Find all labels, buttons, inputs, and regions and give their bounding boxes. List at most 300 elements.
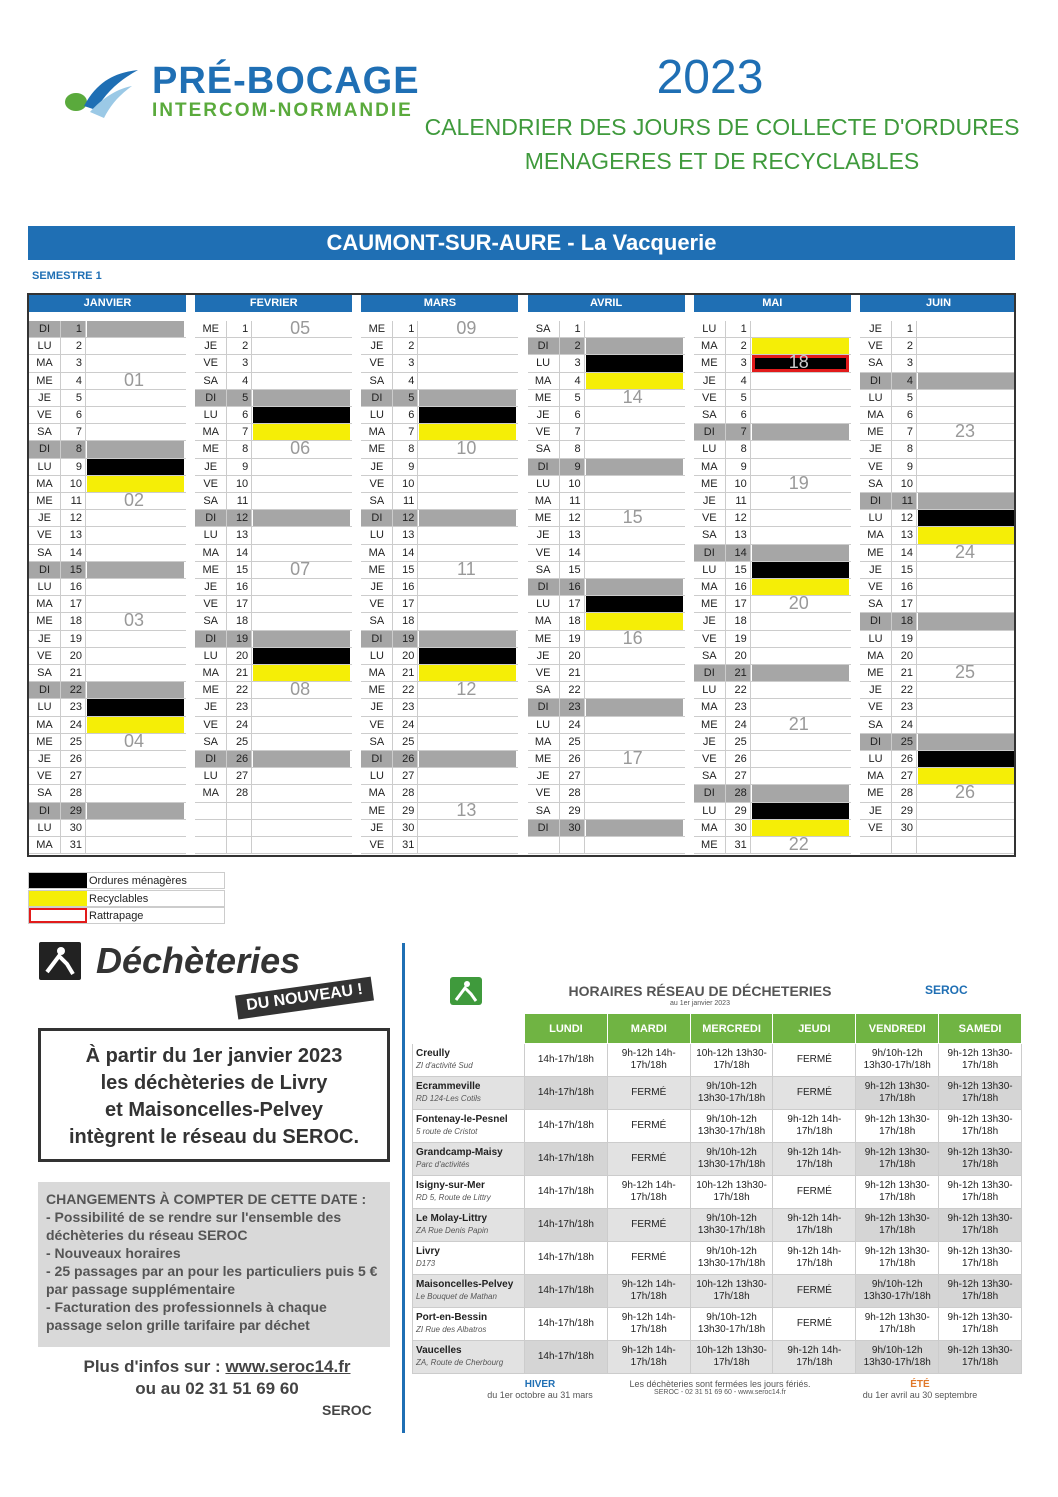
day-abbr: VE bbox=[369, 839, 385, 851]
day-number: 2 bbox=[725, 338, 751, 354]
day-abbr: DI bbox=[694, 785, 725, 801]
collection-cell bbox=[586, 510, 683, 526]
collection-cell bbox=[586, 407, 683, 423]
hours-cell: 9h-12h 14h-17h/18h bbox=[773, 1110, 856, 1143]
collection-cell bbox=[419, 493, 516, 509]
collection-cell bbox=[586, 459, 683, 475]
day-number: 10 bbox=[60, 476, 86, 492]
legend-item-om bbox=[28, 872, 225, 889]
day-number: 16 bbox=[60, 579, 86, 595]
collection-cell-recyclables bbox=[87, 717, 184, 733]
day-row bbox=[860, 493, 1016, 510]
day-row bbox=[860, 803, 1016, 820]
column-header-wednesday: MERCREDI bbox=[690, 1014, 773, 1044]
legend-swatch-rec bbox=[29, 891, 87, 906]
site-address: ZI Rue des Albatros bbox=[416, 1325, 487, 1334]
change-item: - 25 passages par an pour les particuliers puis 5 € par passage supplémentaire bbox=[46, 1263, 378, 1297]
collection-cell bbox=[918, 734, 1015, 750]
day-row bbox=[195, 613, 352, 630]
collection-cell bbox=[918, 631, 1015, 647]
collection-cell bbox=[87, 545, 184, 561]
day-row bbox=[29, 407, 186, 424]
hours-cell: FERMÉ bbox=[773, 1308, 856, 1341]
day-number: 27 bbox=[891, 768, 917, 784]
day-row bbox=[361, 373, 518, 390]
collection-cell bbox=[419, 785, 516, 801]
day-row bbox=[860, 631, 1016, 648]
day-number bbox=[559, 837, 585, 853]
day-number: 20 bbox=[60, 648, 86, 664]
day-number: 14 bbox=[725, 545, 751, 561]
day-abbr bbox=[195, 803, 226, 819]
day-row bbox=[528, 527, 685, 544]
day-abbr bbox=[528, 837, 559, 853]
day-number: 21 bbox=[725, 665, 751, 681]
day-number: 18 bbox=[60, 613, 86, 629]
day-number: 22 bbox=[60, 682, 86, 698]
collection-cell bbox=[918, 355, 1015, 371]
day-abbr: DI bbox=[860, 493, 891, 509]
collection-cell bbox=[253, 803, 350, 819]
day-row bbox=[860, 527, 1016, 544]
seroc-website-link[interactable]: www.seroc14.fr bbox=[225, 1357, 351, 1376]
day-row bbox=[29, 493, 186, 510]
day-row bbox=[694, 424, 851, 441]
day-number: 10 bbox=[226, 476, 252, 492]
week-number: 21 bbox=[788, 713, 809, 734]
day-abbr: JE bbox=[536, 529, 550, 542]
day-abbr: LU bbox=[868, 632, 883, 645]
day-number: 21 bbox=[392, 665, 418, 681]
day-row bbox=[361, 424, 518, 441]
day-abbr: SA bbox=[369, 374, 385, 387]
day-row bbox=[860, 579, 1016, 596]
day-row bbox=[528, 493, 685, 510]
day-abbr: SA bbox=[535, 563, 551, 576]
day-row bbox=[195, 803, 352, 820]
day-abbr: MA bbox=[701, 460, 718, 473]
hours-cell: 9h/10h-12h 13h30-17h/18h bbox=[690, 1143, 773, 1176]
day-abbr: SA bbox=[868, 357, 883, 370]
collection-cell-om bbox=[918, 751, 1015, 767]
day-number: 23 bbox=[559, 699, 585, 715]
hours-cell: 9h-12h 14h-17h/18h bbox=[773, 1242, 856, 1275]
day-number: 24 bbox=[392, 717, 418, 733]
day-number: 12 bbox=[392, 510, 418, 526]
day-number: 20 bbox=[725, 648, 751, 664]
day-number: 23 bbox=[891, 699, 917, 715]
collection-cell bbox=[253, 545, 350, 561]
collection-cell bbox=[752, 699, 849, 715]
day-number: 2 bbox=[559, 338, 585, 354]
table-row bbox=[413, 1341, 1022, 1374]
day-abbr: JE bbox=[536, 649, 550, 662]
day-row bbox=[195, 717, 352, 734]
day-number: 14 bbox=[60, 545, 86, 561]
day-abbr: LU bbox=[536, 357, 551, 370]
day-abbr: SA bbox=[37, 546, 52, 559]
day-abbr: VE bbox=[701, 632, 717, 645]
day-abbr: VE bbox=[203, 718, 219, 731]
day-row bbox=[195, 373, 352, 390]
collection-cell bbox=[586, 699, 683, 715]
hours-cell: 14h-17h/18h bbox=[525, 1176, 608, 1209]
day-abbr: ME bbox=[202, 323, 219, 335]
site-address: RD 124-Les Cotils bbox=[416, 1094, 481, 1103]
collection-cell bbox=[419, 373, 516, 389]
collection-cell bbox=[419, 734, 516, 750]
collection-cell bbox=[419, 321, 516, 337]
day-abbr: LU bbox=[702, 443, 717, 456]
collection-cell bbox=[918, 476, 1015, 492]
hours-cell: 9h-12h 13h30-17h/18h bbox=[939, 1110, 1022, 1143]
footer-winter-dates: du 1er octobre au 31 mars bbox=[487, 1390, 593, 1400]
day-row bbox=[29, 751, 186, 768]
day-number: 12 bbox=[725, 510, 751, 526]
collection-cell-om bbox=[586, 355, 683, 371]
day-abbr: MA bbox=[36, 718, 53, 731]
day-number: 28 bbox=[226, 785, 252, 801]
collection-cell bbox=[87, 424, 184, 440]
footer-note-contact: SEROC - 02 31 51 69 60 - www.seroc14.fr bbox=[654, 1389, 786, 1396]
collection-cell bbox=[419, 390, 516, 406]
hours-cell: 9h/10h-12h 13h30-17h/18h bbox=[856, 1275, 939, 1308]
hours-cell: 9h/10h-12h 13h30-17h/18h bbox=[690, 1242, 773, 1275]
announcement-line: les déchèteries de Livry bbox=[100, 1072, 328, 1094]
day-abbr: DI bbox=[29, 321, 60, 337]
day-abbr: ME bbox=[867, 426, 884, 439]
day-row bbox=[860, 699, 1016, 716]
day-row bbox=[694, 717, 851, 734]
day-number: 9 bbox=[60, 459, 86, 475]
day-number: 17 bbox=[226, 596, 252, 612]
day-number: 17 bbox=[725, 596, 751, 612]
day-abbr: ME bbox=[36, 495, 53, 507]
announcement-line: À partir du 1er janvier 2023 bbox=[85, 1045, 343, 1067]
hours-cell: 9h-12h 13h30-17h/18h bbox=[939, 1308, 1022, 1341]
day-number: 13 bbox=[891, 527, 917, 543]
collection-cell bbox=[586, 837, 683, 853]
day-number: 28 bbox=[725, 785, 751, 801]
legend-swatch-om bbox=[29, 873, 87, 888]
day-number: 6 bbox=[559, 407, 585, 423]
day-number: 28 bbox=[891, 785, 917, 801]
day-number: 15 bbox=[226, 562, 252, 578]
day-number: 26 bbox=[392, 751, 418, 767]
day-abbr: ME bbox=[701, 598, 718, 611]
site-address: Le Bouquet de Mathan bbox=[416, 1292, 497, 1301]
page-title-line1: CALENDRIER DES JOURS DE COLLECTE D'ORDURES bbox=[424, 114, 1020, 140]
week-number: 18 bbox=[788, 352, 809, 373]
day-row bbox=[195, 562, 352, 579]
hours-cell: FERMÉ bbox=[607, 1110, 690, 1143]
week-number: 07 bbox=[290, 558, 311, 579]
day-row bbox=[29, 803, 186, 820]
collection-cell bbox=[918, 699, 1015, 715]
hours-title: HORAIRES RÉSEAU DE DÉCHETERIES bbox=[568, 983, 832, 999]
day-abbr: VE bbox=[868, 701, 883, 714]
day-abbr: ME bbox=[867, 667, 884, 679]
collection-cell-rattrapage bbox=[752, 355, 849, 371]
changes-box bbox=[38, 1182, 390, 1347]
day-number: 18 bbox=[559, 613, 585, 629]
day-number: 1 bbox=[226, 321, 252, 337]
day-number: 23 bbox=[392, 699, 418, 715]
day-abbr: SA bbox=[535, 443, 551, 456]
day-row bbox=[694, 355, 851, 372]
collection-cell bbox=[253, 596, 350, 612]
day-number: 3 bbox=[891, 355, 917, 371]
collection-cell bbox=[586, 493, 683, 509]
day-number: 26 bbox=[226, 751, 252, 767]
day-row bbox=[528, 751, 685, 768]
hours-cell: 10h-12h 13h30-17h/18h bbox=[690, 1044, 773, 1077]
day-row bbox=[361, 527, 518, 544]
day-abbr: VE bbox=[369, 357, 385, 370]
day-abbr: LU bbox=[37, 340, 52, 353]
hours-cell: 9h-12h 13h30-17h/18h bbox=[856, 1308, 939, 1341]
collection-cell bbox=[253, 613, 350, 629]
day-row bbox=[860, 407, 1016, 424]
day-row bbox=[528, 734, 685, 751]
day-number: 6 bbox=[60, 407, 86, 423]
table-row bbox=[413, 1110, 1022, 1143]
collection-cell bbox=[918, 459, 1015, 475]
day-row bbox=[694, 803, 851, 820]
collection-cell bbox=[253, 785, 350, 801]
day-row bbox=[361, 510, 518, 527]
day-number: 12 bbox=[891, 510, 917, 526]
day-number: 24 bbox=[226, 717, 252, 733]
day-row bbox=[694, 441, 851, 458]
opening-hours-panel bbox=[410, 975, 1022, 1405]
day-number: 13 bbox=[226, 527, 252, 543]
day-number: 18 bbox=[725, 613, 751, 629]
day-number: 15 bbox=[891, 562, 917, 578]
day-abbr: SA bbox=[535, 804, 551, 817]
day-abbr: JE bbox=[370, 581, 384, 593]
day-number: 13 bbox=[559, 527, 585, 543]
town-banner: CAUMONT-SUR-AURE - La Vacquerie bbox=[28, 226, 1015, 260]
day-abbr: JE bbox=[38, 632, 51, 645]
legend-item-rec bbox=[28, 890, 225, 907]
collection-cell bbox=[419, 338, 516, 354]
day-row bbox=[694, 562, 851, 579]
day-number bbox=[226, 803, 252, 819]
collection-cell bbox=[87, 493, 184, 509]
day-row bbox=[694, 648, 851, 665]
day-row bbox=[694, 373, 851, 390]
day-row bbox=[860, 820, 1016, 837]
day-abbr: MA bbox=[534, 495, 552, 507]
week-number: 20 bbox=[788, 593, 809, 614]
day-number: 23 bbox=[226, 699, 252, 715]
day-row bbox=[860, 321, 1016, 338]
day-abbr: DI bbox=[528, 459, 559, 475]
collection-cell bbox=[752, 837, 849, 853]
day-abbr: SA bbox=[203, 495, 219, 507]
day-row bbox=[694, 699, 851, 716]
collection-cell bbox=[752, 596, 849, 612]
day-row bbox=[195, 390, 352, 407]
day-number: 8 bbox=[725, 441, 751, 457]
day-row bbox=[528, 459, 685, 476]
collection-cell-recyclables bbox=[586, 373, 683, 389]
collection-cell-om bbox=[752, 803, 849, 819]
day-abbr: MA bbox=[202, 426, 219, 439]
day-abbr: LU bbox=[203, 529, 218, 542]
day-number: 10 bbox=[891, 476, 917, 492]
day-number: 19 bbox=[226, 631, 252, 647]
table-row bbox=[413, 1242, 1022, 1275]
day-row bbox=[860, 613, 1016, 630]
day-abbr: LU bbox=[37, 460, 52, 473]
day-number: 4 bbox=[725, 373, 751, 389]
collection-cell bbox=[918, 785, 1015, 801]
day-row bbox=[195, 682, 352, 699]
week-number: 26 bbox=[954, 782, 976, 803]
day-abbr: SA bbox=[868, 598, 883, 611]
collection-cell bbox=[419, 717, 516, 733]
collection-cell-om bbox=[419, 648, 516, 664]
announcement-line: et Maisoncelles-Pelvey bbox=[105, 1099, 323, 1121]
collection-cell bbox=[87, 820, 184, 836]
day-row bbox=[195, 545, 352, 562]
week-number: 14 bbox=[622, 386, 643, 407]
collection-cell bbox=[586, 527, 683, 543]
day-abbr: SA bbox=[203, 615, 219, 628]
day-number: 8 bbox=[226, 441, 252, 457]
collection-cell bbox=[752, 751, 849, 767]
site-name: Le Molay-Littry ZA Rue Denis Papin bbox=[413, 1209, 525, 1242]
week-number: 15 bbox=[622, 507, 643, 528]
day-abbr: DI bbox=[860, 373, 891, 389]
day-number: 19 bbox=[392, 631, 418, 647]
footer-note-text: Les déchèteries sont fermées les jours fériés. bbox=[629, 1379, 811, 1389]
day-number: 3 bbox=[60, 355, 86, 371]
day-row bbox=[528, 665, 685, 682]
day-abbr: DI bbox=[528, 699, 559, 715]
collection-cell bbox=[419, 562, 516, 578]
collection-cell bbox=[918, 441, 1015, 457]
collection-cell bbox=[918, 820, 1015, 836]
collection-cell bbox=[87, 613, 184, 629]
collection-cell bbox=[253, 510, 350, 526]
month-mars bbox=[361, 295, 518, 855]
day-row bbox=[694, 837, 851, 854]
day-abbr: DI bbox=[195, 751, 226, 767]
collection-cell bbox=[419, 751, 516, 767]
day-row bbox=[528, 699, 685, 716]
day-row bbox=[860, 734, 1016, 751]
collection-cell bbox=[87, 407, 184, 423]
site-address: Parc d'activités bbox=[416, 1160, 470, 1169]
collection-cell-om bbox=[87, 699, 184, 715]
collection-cell bbox=[918, 682, 1015, 698]
day-row bbox=[694, 682, 851, 699]
day-number: 6 bbox=[392, 407, 418, 423]
day-row bbox=[361, 665, 518, 682]
day-number: 16 bbox=[725, 579, 751, 595]
announcement-line: intègrent le réseau du SEROC. bbox=[68, 1126, 360, 1148]
day-number: 9 bbox=[226, 459, 252, 475]
collection-cell bbox=[87, 596, 184, 612]
day-abbr: JE bbox=[370, 701, 384, 714]
day-row bbox=[860, 459, 1016, 476]
hours-cell: 9h-12h 13h30-17h/18h bbox=[939, 1077, 1022, 1110]
collection-cell bbox=[87, 648, 184, 664]
collection-cell bbox=[752, 459, 849, 475]
seroc-logo: SEROC bbox=[925, 983, 968, 997]
week-number: 06 bbox=[290, 438, 311, 459]
day-row bbox=[195, 820, 352, 837]
hours-cell: 9h-12h 13h30-17h/18h bbox=[939, 1209, 1022, 1242]
hours-cell: 9h-12h 13h30-17h/18h bbox=[856, 1110, 939, 1143]
day-row bbox=[860, 717, 1016, 734]
day-abbr: SA bbox=[701, 409, 717, 421]
hours-cell: 9h/10h-12h 13h30-17h/18h bbox=[690, 1308, 773, 1341]
site-name: Livry D173 bbox=[413, 1242, 525, 1275]
day-number: 2 bbox=[60, 338, 86, 354]
day-number: 7 bbox=[226, 424, 252, 440]
day-number: 9 bbox=[559, 459, 585, 475]
footer-note bbox=[610, 1379, 830, 1396]
day-abbr: ME bbox=[701, 357, 718, 370]
collection-cell bbox=[87, 527, 184, 543]
day-number: 27 bbox=[559, 768, 585, 784]
day-row bbox=[361, 596, 518, 613]
day-row bbox=[860, 837, 1016, 854]
day-abbr: MA bbox=[534, 615, 552, 628]
day-abbr: ME bbox=[202, 563, 219, 576]
legend-label: Recyclables bbox=[89, 893, 149, 905]
day-number: 21 bbox=[60, 665, 86, 681]
day-abbr: LU bbox=[369, 409, 384, 421]
day-abbr: ME bbox=[202, 443, 219, 456]
day-number: 14 bbox=[559, 545, 585, 561]
day-abbr bbox=[860, 837, 891, 853]
day-abbr: MA bbox=[701, 701, 718, 714]
collection-cell bbox=[752, 545, 849, 561]
day-number: 24 bbox=[60, 717, 86, 733]
day-number: 2 bbox=[392, 338, 418, 354]
day-abbr: VE bbox=[37, 770, 52, 783]
collection-cell bbox=[752, 510, 849, 526]
day-abbr: DI bbox=[195, 510, 226, 526]
day-number: 24 bbox=[891, 717, 917, 733]
week-number: 24 bbox=[954, 541, 976, 562]
day-row bbox=[361, 545, 518, 562]
collection-cell bbox=[752, 321, 849, 337]
day-row bbox=[694, 631, 851, 648]
week-number: 05 bbox=[290, 318, 311, 338]
day-abbr: SA bbox=[369, 495, 385, 507]
collection-cell bbox=[918, 803, 1015, 819]
collection-cell bbox=[419, 459, 516, 475]
day-number: 29 bbox=[891, 803, 917, 819]
day-row bbox=[195, 665, 352, 682]
day-abbr: JE bbox=[702, 615, 716, 628]
day-row bbox=[528, 441, 685, 458]
day-abbr: ME bbox=[36, 615, 53, 628]
day-row bbox=[860, 648, 1016, 665]
week-number: 11 bbox=[457, 558, 476, 579]
day-row bbox=[860, 476, 1016, 493]
day-abbr: SA bbox=[701, 649, 717, 662]
day-row bbox=[29, 613, 186, 630]
day-abbr: DI bbox=[860, 613, 891, 629]
day-abbr: JE bbox=[204, 340, 218, 353]
